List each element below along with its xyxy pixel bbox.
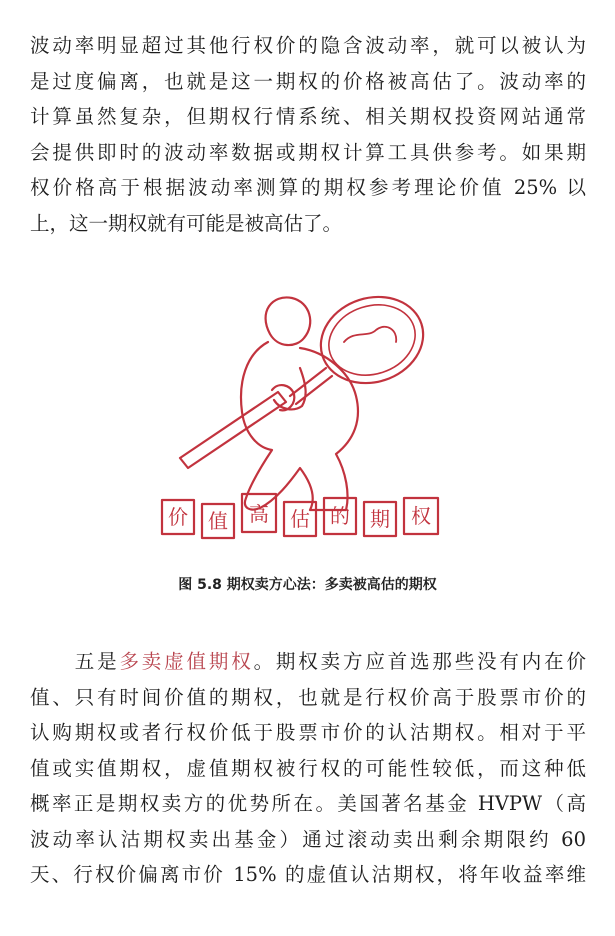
text-line: 波动率明显超过其他行权价的隐含波动率，就可以被认为 bbox=[30, 34, 586, 57]
paragraph-volatility bbox=[30, 28, 586, 241]
text-line: 权价格高于根据波动率测算的期权参考理论价值 25% 以 bbox=[30, 176, 586, 199]
magnifier-handle bbox=[180, 392, 286, 468]
figure-head bbox=[266, 297, 311, 345]
text-line: 概率正是期权卖方的优势所在。美国著名基金 HVPW（高 bbox=[30, 792, 586, 815]
text-line: 波动率认沽期权卖出基金）通过滚动卖出剩余期限约 60 bbox=[30, 827, 586, 851]
box-label: 值 bbox=[208, 509, 228, 533]
text-line: 会提供即时的波动率数据或期权计算工具供参考。如果期 bbox=[30, 140, 586, 164]
text-line: 值或实值期权，虚值期权被行权的可能性较低，而这种低 bbox=[30, 756, 586, 780]
text-line: 天、行权价偏离市价 15% 的虚值认沽期权，将年收益率维 bbox=[30, 863, 586, 886]
text-line: 计算虽然复杂，但期权行情系统、相关期权投资网站通常 bbox=[30, 105, 586, 128]
text-line: 值、只有时间价值的期权，也就是行权价高于股票市价的 bbox=[30, 685, 586, 709]
paragraph-otm-options bbox=[30, 644, 586, 893]
figure-magnifier-illustration bbox=[150, 272, 470, 562]
box-label: 高 bbox=[249, 502, 269, 526]
highlight-term: 多卖虚值期权 bbox=[119, 650, 254, 673]
text-line: 上，这一期权就有可能是被高估了。 bbox=[30, 211, 343, 235]
text-prefix: 五是 bbox=[74, 650, 120, 673]
text-suffix: 。期权卖方应首选那些没有内在价 bbox=[253, 650, 586, 673]
box-label: 估 bbox=[290, 507, 310, 531]
figure-caption: 图 5.8 期权卖方心法：多卖被高估的期权 bbox=[178, 577, 437, 593]
box-label: 期 bbox=[370, 507, 390, 531]
text-line: 是过度偏离，也就是这一期权的价格被高估了。波动率的 bbox=[30, 69, 586, 93]
text-line bbox=[30, 644, 586, 680]
box-label: 权 bbox=[411, 504, 431, 528]
text-line: 认购期权或者行权价低于股票市价的认沽期权。相对于平 bbox=[30, 721, 586, 744]
box-label: 价 bbox=[168, 505, 188, 529]
box-label: 的 bbox=[330, 504, 350, 528]
